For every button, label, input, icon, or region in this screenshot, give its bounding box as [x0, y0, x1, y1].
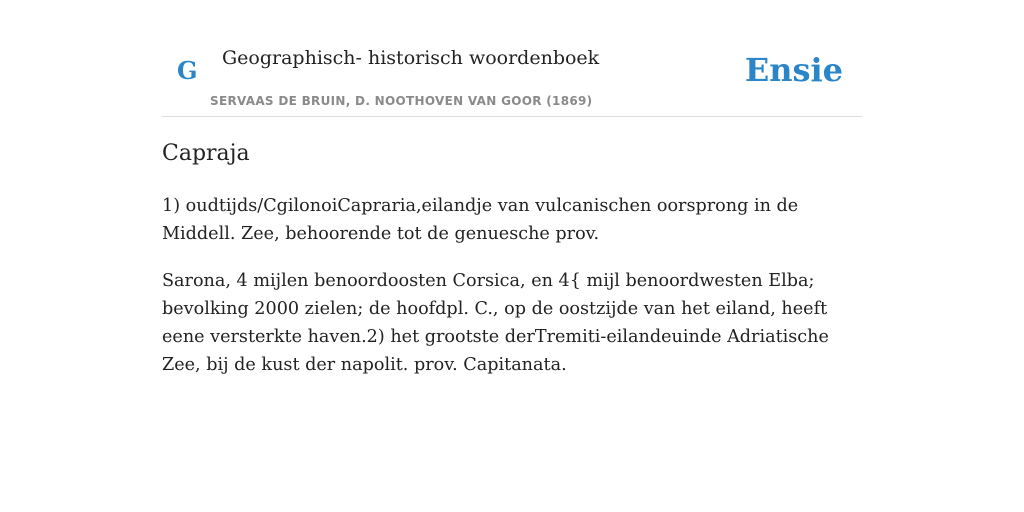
source-header [162, 0, 862, 117]
entry-paragraph: Sarona, 4 mijlen benoordoosten Corsica, en 4{ mijl benoordwesten Elba; bevolking 2000 zielen; de hoofdpl. C., op de oostzijde van het eiland, heeft eene versterkte haven.2) het grootste derTremiti-eilandeuinde Adriatische Zee, bij de kust der napolit. prov. Capitanata. [162, 271, 829, 375]
letter-index-link[interactable]: G [177, 56, 198, 85]
page [162, 0, 862, 375]
ensie-logo[interactable]: Ensie [744, 51, 843, 89]
entry-title: Capraja [162, 141, 250, 166]
book-title-link[interactable]: Geographisch- historisch woordenboek [222, 47, 600, 69]
entry-body [162, 192, 862, 398]
book-author: SERVAAS DE BRUIN, D. NOOTHOVEN VAN GOOR (1869) [210, 94, 593, 108]
entry-paragraph: 1) oudtijds/CgilonoiCapraria,eilandje van vulcanischen oorsprong in de Middell. Zee, behoorende tot de genuesche prov. [162, 196, 799, 244]
